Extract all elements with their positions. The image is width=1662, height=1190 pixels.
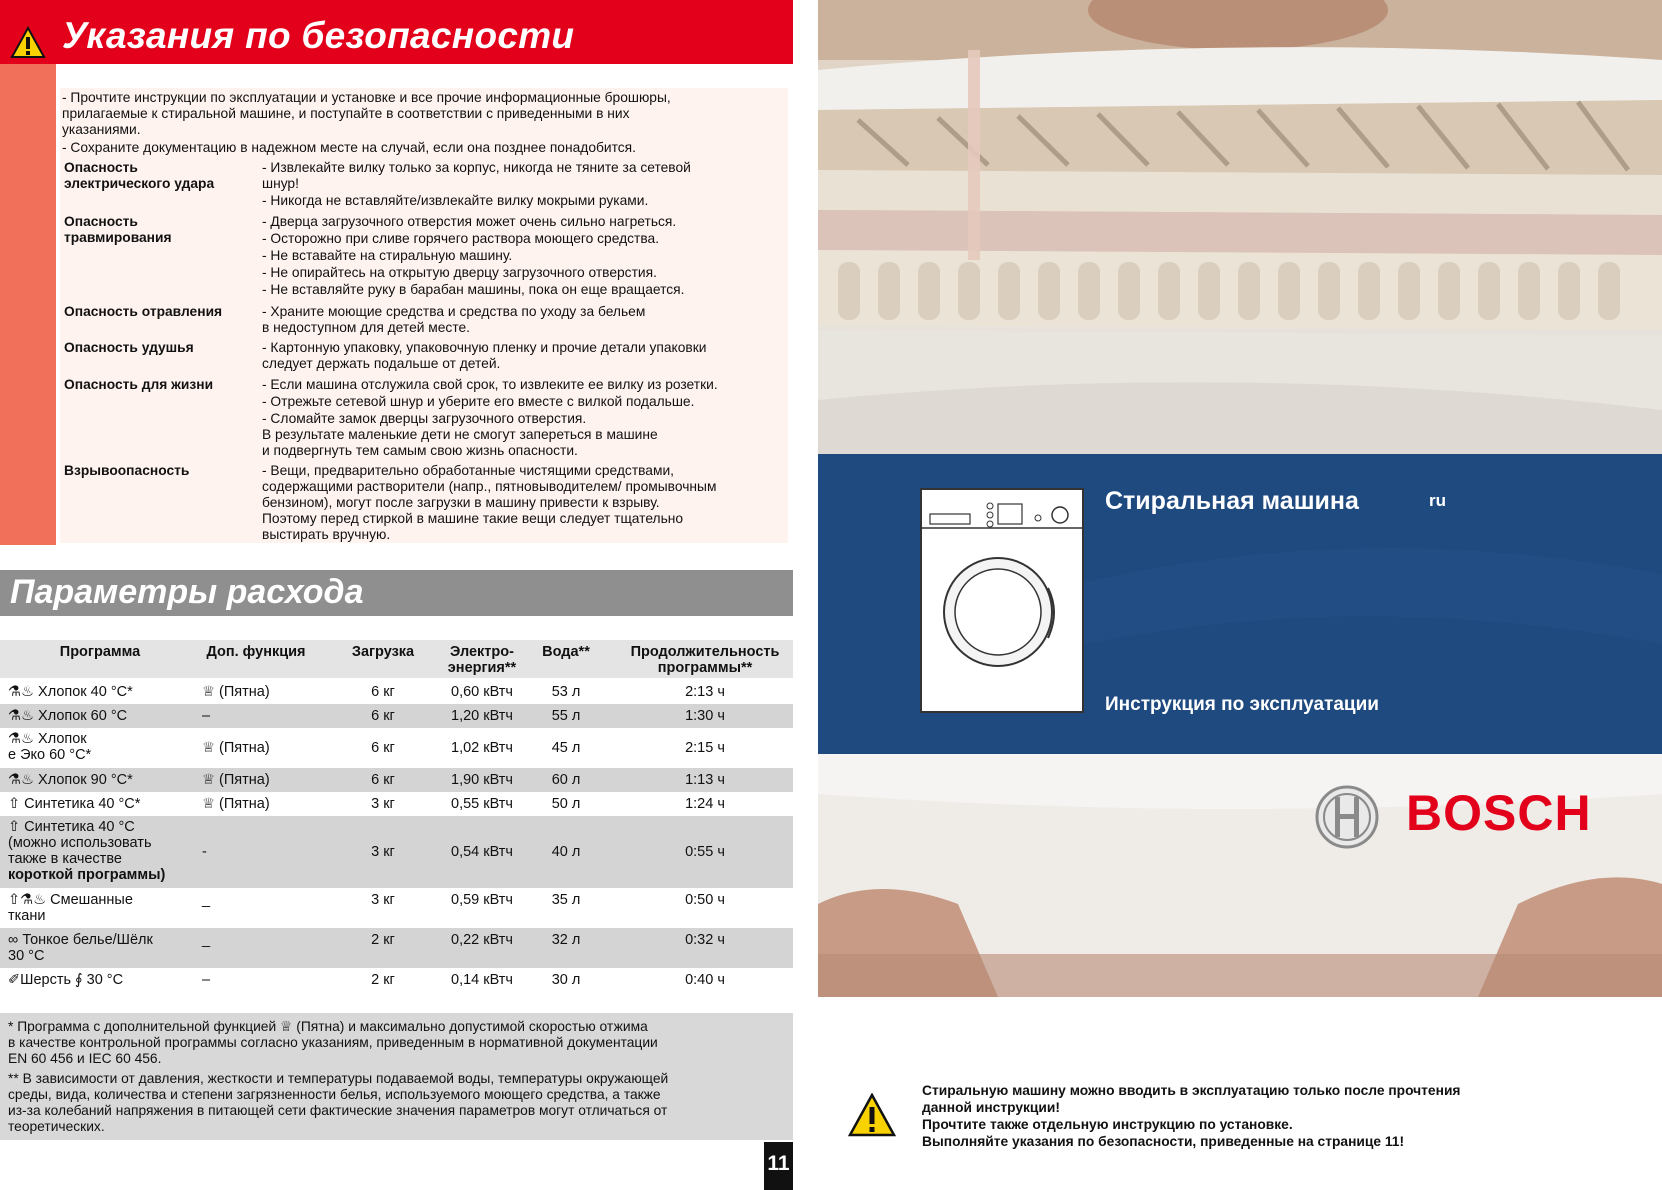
cell-program: ⚗♨ Хлопок 60 °C — [8, 708, 128, 724]
cell-water: 50 л — [551, 796, 581, 812]
hazard-item: - Осторожно при сливе горячего раствора моющего средства. — [262, 231, 660, 246]
cell-duration: 1:13 ч — [685, 772, 725, 788]
cell-extra: – — [202, 972, 211, 988]
cell-program: 30 °C — [8, 948, 45, 964]
header-energy: энергия** — [447, 660, 517, 676]
hazard-item: - Если машина отслужила свой срок, то извлеките ее вилку из розетки. — [262, 377, 718, 392]
hazard-label: Опасность удушья — [64, 340, 194, 355]
cell-program: ✐Шерсть ∮ 30 °C — [8, 972, 124, 988]
cell-load: 6 кг — [371, 684, 395, 700]
washing-machine-icon — [920, 488, 1084, 713]
table-row — [0, 888, 793, 928]
cell-extra: _ — [202, 932, 211, 948]
safety-side-bar — [0, 64, 56, 545]
cover-photo-laundry-stack — [818, 0, 1662, 454]
cover-warning-line: Стиральную машину можно вводить в эксплуатацию только после прочтения — [922, 1083, 1461, 1098]
cell-load: 6 кг — [371, 740, 395, 756]
hazard-item: - Не опирайтесь на открытую дверцу загрузочного отверстия. — [262, 265, 657, 280]
safety-intro-line: прилагаемые к стиральной машине, и поступайте в соответствии с приведенными в них — [62, 106, 630, 121]
cell-program: ⚗♨ Хлопок — [8, 731, 87, 747]
cell-load: 3 кг — [371, 844, 395, 860]
hazard-label: Опасность отравления — [64, 304, 223, 319]
cell-program: короткой программы) — [8, 867, 166, 883]
consumption-title: Параметры расхода — [10, 573, 364, 611]
cell-program: ⇧ Синтетика 40 °C — [8, 819, 135, 835]
warning-triangle-icon — [848, 1093, 896, 1137]
cell-load: 3 кг — [371, 892, 395, 908]
cell-energy: 0,60 кВтч — [451, 684, 513, 700]
table-header-row — [0, 640, 793, 678]
cell-duration: 2:15 ч — [685, 740, 725, 756]
hazard-item: - Сломайте замок дверцы загрузочного отверстия. — [262, 411, 587, 426]
header-load: Загрузка — [351, 644, 415, 660]
hazard-item: В результате маленькие дети не смогут запереться в машине — [262, 427, 658, 442]
hazard-item: - Картонную упаковку, упаковочную пленку и прочие детали упаковки — [262, 340, 707, 355]
cell-load: 6 кг — [371, 772, 395, 788]
cell-water: 53 л — [551, 684, 581, 700]
safety-intro-line: - Сохраните документацию в надежном месте на случай, если она позднее понадобится. — [62, 140, 636, 155]
cell-program: ∞ Тонкое белье/Шёлк — [8, 932, 153, 948]
cover-warning-line: Прочтите также отдельную инструкцию по установке. — [922, 1117, 1293, 1132]
header-extra: Доп. функция — [206, 644, 306, 660]
hazard-item: шнур! — [262, 176, 299, 191]
cell-load: 2 кг — [371, 972, 395, 988]
header-water: Вода** — [542, 644, 590, 660]
hazard-label: Опасность — [64, 160, 138, 175]
cell-energy: 1,20 кВтч — [451, 708, 513, 724]
hazard-item: Поэтому перед стиркой в машине такие вещи следует тщательно — [262, 511, 684, 526]
footnotes — [0, 1013, 793, 1140]
cell-water: 55 л — [551, 708, 581, 724]
cell-water: 45 л — [551, 740, 581, 756]
cell-duration: 0:55 ч — [685, 844, 725, 860]
cell-duration: 1:30 ч — [685, 708, 725, 724]
cell-extra: ♕ (Пятна) — [202, 772, 270, 788]
cell-extra: – — [202, 708, 211, 724]
cell-program: ⚗♨ Хлопок 40 °C* — [8, 684, 133, 700]
table-row — [0, 728, 793, 768]
cell-energy: 1,02 кВтч — [451, 740, 513, 756]
cell-energy: 0,14 кВтч — [451, 972, 513, 988]
folded-laundry-illustration — [818, 0, 1662, 454]
table-row — [0, 968, 793, 996]
cell-duration: 0:40 ч — [685, 972, 725, 988]
cell-water: 35 л — [551, 892, 581, 908]
safety-intro-line: - Прочтите инструкции по эксплуатации и установке и все прочие информационные брошюры, — [62, 90, 671, 105]
warning-triangle-icon — [10, 26, 46, 59]
safety-intro-line: указаниями. — [62, 122, 141, 137]
footnote-line: в качестве контрольной программы согласно указаниям, приведенным в нормативной документации — [8, 1035, 658, 1050]
language-code: ru — [1429, 491, 1446, 510]
footnote-line: ** В зависимости от давления, жесткости и температуры подаваемой воды, температуры окружающей — [8, 1071, 669, 1086]
hazard-item: содержащими растворители (напр., пятновыводителем/ промывочным — [262, 479, 717, 494]
table-row — [0, 768, 793, 792]
hazard-item: - Извлекайте вилку только за корпус, никогда не тяните за сетевой — [262, 160, 691, 175]
hazard-item: - Храните моющие средства и средства по уходу за бельем — [262, 304, 646, 319]
cell-water: 60 л — [551, 772, 581, 788]
cell-duration: 0:32 ч — [685, 932, 725, 948]
product-title: Стиральная машина — [1105, 487, 1359, 515]
hazard-item: - Не вставайте на стиральную машину. — [262, 248, 513, 263]
cell-load: 6 кг — [371, 708, 395, 724]
hazard-item: следует держать подальше от детей. — [262, 356, 501, 371]
cell-extra: - — [202, 844, 207, 860]
cell-water: 30 л — [551, 972, 581, 988]
hazard-label: электрического удара — [64, 176, 215, 191]
cell-program: ⇧ Синтетика 40 °C* — [8, 796, 141, 812]
table-row — [0, 816, 793, 888]
cover-warning-line: Выполняйте указания по безопасности, приведенные на странице 11! — [922, 1134, 1405, 1149]
footnote-line: * Программа с дополнительной функцией ♕ (Пятна) и максимально допустимой скоростью отжима — [8, 1019, 648, 1034]
cell-extra: ♕ (Пятна) — [202, 684, 270, 700]
cell-load: 2 кг — [371, 932, 395, 948]
cell-energy: 0,22 кВтч — [451, 932, 513, 948]
hazard-item: выстирать вручную. — [262, 527, 391, 542]
manual-subtitle: Инструкция по эксплуатации — [1105, 694, 1379, 715]
cell-program: ⚗♨ Хлопок 90 °C* — [8, 772, 133, 788]
cell-extra: _ — [202, 892, 211, 908]
cell-duration: 0:50 ч — [685, 892, 725, 908]
table-row — [0, 704, 793, 728]
footnote-line: из-за колебаний напряжения в питающей сети фактические значения параметров могут отличаться от — [8, 1103, 668, 1118]
header-energy: Электро- — [450, 644, 514, 660]
cell-energy: 0,54 кВтч — [451, 844, 513, 860]
header-duration: программы** — [657, 660, 753, 676]
table-row — [0, 680, 793, 704]
safety-title: Указания по безопасности — [62, 15, 575, 56]
hazard-label: Опасность — [64, 214, 138, 229]
cell-program: (можно использовать — [8, 835, 152, 851]
footnote-line: среды, вида, количества и степени загрязненности белья, используемого моющего средства, а также — [8, 1087, 661, 1102]
hazard-item: - Дверца загрузочного отверстия может очень сильно нагреться. — [262, 214, 677, 229]
cell-energy: 0,55 кВтч — [451, 796, 513, 812]
header-program: Программа — [59, 644, 141, 660]
cell-program: ⇧⚗♨ Смешанные — [8, 892, 133, 908]
table-row — [0, 928, 793, 968]
hazard-label: Взрывоопасность — [64, 463, 190, 478]
cell-load: 3 кг — [371, 796, 395, 812]
hazard-item: - Отрежьте сетевой шнур и уберите его вместе с вилкой подальше. — [262, 394, 695, 409]
hazard-item: бензином), могут после загрузки в машину привести к взрыву. — [262, 495, 660, 510]
hazard-label: Опасность для жизни — [64, 377, 214, 392]
hazard-item: в недоступном для детей месте. — [262, 320, 471, 335]
hazard-item: - Никогда не вставляйте/извлекайте вилку мокрыми руками. — [262, 193, 649, 208]
cover-warning-line: данной инструкции! — [922, 1100, 1060, 1115]
cell-program: e Эко 60 °C* — [8, 747, 92, 763]
hazard-item: - Не вставляйте руку в барабан машины, пока он еще вращается. — [262, 282, 685, 297]
cell-program: ткани — [8, 908, 46, 924]
cell-energy: 1,90 кВтч — [451, 772, 513, 788]
cell-water: 32 л — [551, 932, 581, 948]
hazard-label: травмирования — [64, 230, 172, 245]
header-duration: Продолжительность — [630, 644, 780, 660]
bosch-logo: BOSCH — [1406, 785, 1592, 841]
bosch-armature-icon — [1315, 785, 1379, 849]
cell-extra: ♕ (Пятна) — [202, 796, 270, 812]
cell-extra: ♕ (Пятна) — [202, 740, 270, 756]
hazard-item: - Вещи, предварительно обработанные чистящими средствами, — [262, 463, 675, 478]
page-number: 11 — [767, 1152, 790, 1175]
cell-duration: 2:13 ч — [685, 684, 725, 700]
cell-energy: 0,59 кВтч — [451, 892, 513, 908]
cell-water: 40 л — [551, 844, 581, 860]
hazard-item: и подвергнуть тем самым свою жизнь опасности. — [262, 443, 578, 458]
footnote-line: EN 60 456 и IEC 60 456. — [8, 1051, 162, 1066]
cell-duration: 1:24 ч — [685, 796, 725, 812]
cell-program: также в качестве — [8, 851, 122, 867]
footnote-line: теоретических. — [8, 1119, 105, 1134]
table-row — [0, 792, 793, 816]
